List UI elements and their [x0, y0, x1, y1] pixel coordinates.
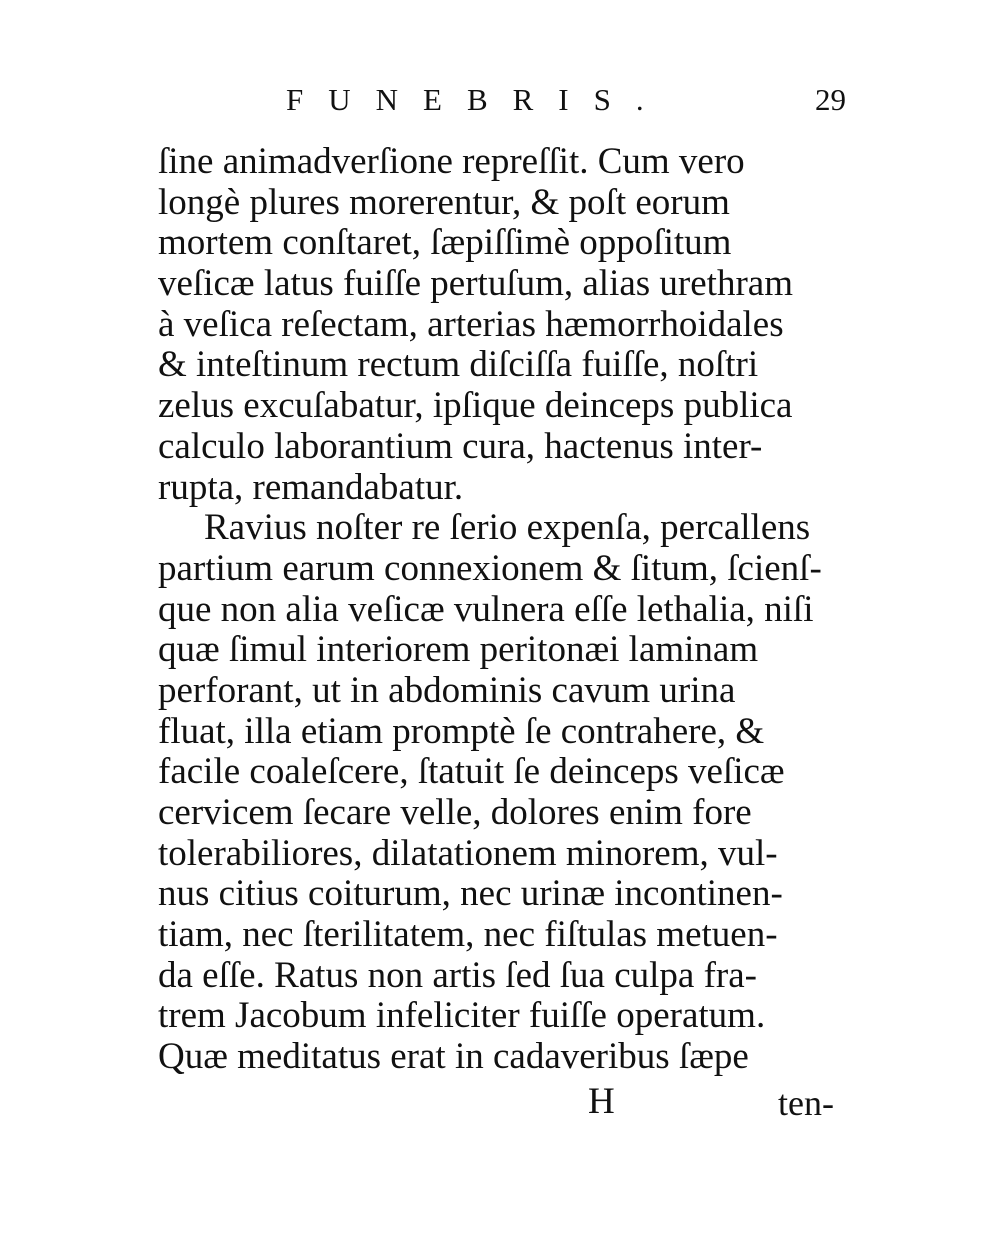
- running-title: FUNEBRIS.: [286, 82, 669, 117]
- text-line: cervicem ſecare velle, dolores enim fore: [158, 793, 752, 833]
- signature-mark: H: [588, 1081, 615, 1122]
- text-line: perforant, ut in abdominis cavum urina: [158, 670, 736, 711]
- text-line: à veſica reſectam, arterias hæmorrhoidales: [158, 304, 784, 345]
- text-line: zelus excuſabatur, ipſique deinceps publica: [158, 386, 793, 427]
- catchword: ten-: [778, 1083, 834, 1123]
- paragraph-first-line: Ravius noſter re ſerio expenſa, percallens: [204, 508, 811, 549]
- text-line: fluat, illa etiam promptè ſe contrahere, &: [158, 711, 765, 752]
- text-line: rupta, remandabatur.: [158, 467, 464, 508]
- text-line: veſicæ latus fuiſſe pertuſum, alias urethram: [158, 264, 793, 305]
- running-head: [286, 82, 846, 128]
- text-line: que non alia veſicæ vulnera eſſe lethalia, niſi: [158, 589, 814, 630]
- text-line: quæ ſimul interiorem peritonæi laminam: [158, 630, 759, 671]
- text-line: partium earum connexionem & ſitum, ſcienſ-: [158, 548, 822, 589]
- text-line: longè plures morerentur, & poſt eorum: [158, 182, 730, 223]
- text-line: da eſſe. Ratus non artis ſed ſua culpa fra-: [158, 955, 757, 996]
- page-number: 29: [815, 82, 846, 117]
- text-line: ſine animadverſione repreſſit. Cum vero: [158, 142, 745, 182]
- text-line: tiam, nec ſterilitatem, nec fiſtulas metuen-: [158, 915, 778, 956]
- text-line: & inteſtinum rectum diſciſſa fuiſſe, noſtri: [158, 345, 759, 386]
- text-line: calculo laborantium cura, hactenus inter-: [158, 426, 763, 467]
- body-text: [158, 142, 848, 1078]
- text-line: Quæ meditatus erat in cadaveribus ſæpe: [158, 1037, 749, 1078]
- text-line: mortem conſtaret, ſæpiſſimè oppoſitum: [158, 223, 732, 264]
- text-line: facile coaleſcere, ſtatuit ſe deinceps veſicæ: [158, 752, 785, 793]
- text-line: trem Jacobum infeliciter fuiſſe operatum.: [158, 996, 766, 1037]
- text-line: tolerabiliores, dilatationem minorem, vul-: [158, 833, 778, 874]
- text-line: nus citius coiturum, nec urinæ incontinen-: [158, 874, 783, 915]
